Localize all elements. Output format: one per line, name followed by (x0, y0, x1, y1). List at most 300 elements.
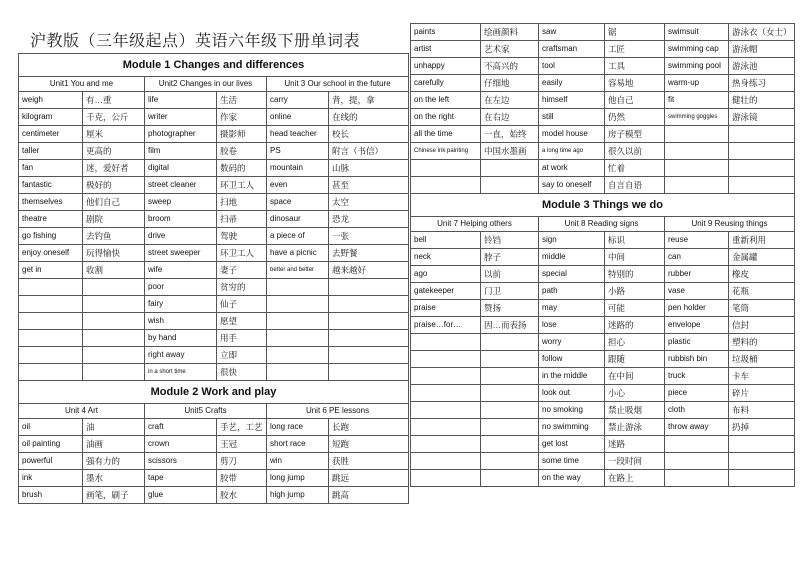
english-word: craftsman (539, 41, 605, 58)
english-word: may (539, 300, 605, 317)
english-word: reuse (665, 232, 729, 249)
table-row (411, 283, 795, 300)
english-word: a long time ago (539, 143, 605, 160)
chinese-meaning: 自言自语 (605, 177, 665, 194)
english-word: glue (145, 487, 217, 504)
chinese-meaning: 信封 (729, 317, 795, 334)
english-word (665, 470, 729, 487)
chinese-meaning: 禁止游泳 (605, 419, 665, 436)
chinese-meaning: 有…重 (83, 92, 145, 109)
english-word: fairy (145, 296, 217, 313)
chinese-meaning (481, 368, 539, 385)
chinese-meaning: 仙子 (217, 296, 267, 313)
english-word (411, 385, 481, 402)
english-word: no smoking (539, 402, 605, 419)
english-word: life (145, 92, 217, 109)
english-word: carry (267, 92, 329, 109)
chinese-meaning: 极好的 (83, 177, 145, 194)
english-word (665, 453, 729, 470)
chinese-meaning: 在左边 (481, 92, 539, 109)
chinese-meaning: 剧院 (83, 211, 145, 228)
chinese-meaning: 摄影师 (217, 126, 267, 143)
english-word: high jump (267, 487, 329, 504)
english-word (411, 419, 481, 436)
table-row (411, 470, 795, 487)
chinese-meaning: 在线的 (329, 109, 409, 126)
english-word: broom (145, 211, 217, 228)
english-word: ink (19, 470, 83, 487)
chinese-meaning: 游泳池 (729, 58, 795, 75)
english-word: PS (267, 143, 329, 160)
chinese-meaning: 胶带 (217, 470, 267, 487)
chinese-meaning: 扔掉 (729, 419, 795, 436)
table-row (411, 266, 795, 283)
chinese-meaning (481, 419, 539, 436)
english-word (19, 296, 83, 313)
english-word: in the middle (539, 368, 605, 385)
chinese-meaning: 赞扬 (481, 300, 539, 317)
english-word: even (267, 177, 329, 194)
english-word (411, 470, 481, 487)
chinese-meaning (83, 313, 145, 330)
english-word: truck (665, 368, 729, 385)
unit-title: Unit 6 PE lessons (267, 404, 409, 419)
unit-title: Unit 8 Reading signs (539, 217, 665, 232)
table-row (411, 58, 795, 75)
chinese-meaning (83, 364, 145, 381)
chinese-meaning: 游泳衣（女士） (729, 24, 795, 41)
chinese-meaning: 仍然 (605, 109, 665, 126)
english-word: swimming pool (665, 58, 729, 75)
chinese-meaning: 绘画颜料 (481, 24, 539, 41)
table-row (19, 296, 409, 313)
english-word: wife (145, 262, 217, 279)
table-row (19, 364, 409, 381)
english-word: swimming goggles (665, 109, 729, 126)
english-word (19, 330, 83, 347)
english-word: swimming cap (665, 41, 729, 58)
table-row (19, 419, 409, 436)
chinese-meaning: 跳远 (329, 470, 409, 487)
chinese-meaning: 游泳镜 (729, 109, 795, 126)
chinese-meaning: 恐龙 (329, 211, 409, 228)
chinese-meaning: 驾驶 (217, 228, 267, 245)
chinese-meaning: 他们自己 (83, 194, 145, 211)
chinese-meaning: 铃铛 (481, 232, 539, 249)
english-word: crown (145, 436, 217, 453)
english-word: praise…for… (411, 317, 481, 334)
chinese-meaning: 长跑 (329, 419, 409, 436)
chinese-meaning: 扫帚 (217, 211, 267, 228)
english-word (665, 436, 729, 453)
english-word: artist (411, 41, 481, 58)
chinese-meaning (329, 313, 409, 330)
chinese-meaning: 迷，爱好者 (83, 160, 145, 177)
english-word: head teacher (267, 126, 329, 143)
chinese-meaning: 环卫工人 (217, 245, 267, 262)
chinese-meaning: 在右边 (481, 109, 539, 126)
chinese-meaning: 工匠 (605, 41, 665, 58)
english-word (267, 313, 329, 330)
chinese-meaning: 胶水 (217, 487, 267, 504)
module-title: Module 2 Work and play (19, 381, 409, 404)
page-title: 沪教版（三年级起点）英语六年级下册单词表 (30, 31, 361, 50)
english-word: lose (539, 317, 605, 334)
table-row (19, 228, 409, 245)
chinese-meaning: 碎片 (729, 385, 795, 402)
english-word: fan (19, 160, 83, 177)
english-word (411, 351, 481, 368)
english-word: right away (145, 347, 217, 364)
table-row (411, 453, 795, 470)
chinese-meaning: 标识 (605, 232, 665, 249)
english-word: sweep (145, 194, 217, 211)
table-row (19, 347, 409, 364)
english-word: better and better (267, 262, 329, 279)
english-word: drive (145, 228, 217, 245)
english-word: cloth (665, 402, 729, 419)
table-row (411, 249, 795, 266)
table-row (411, 41, 795, 58)
english-word (267, 347, 329, 364)
chinese-meaning (83, 279, 145, 296)
chinese-meaning: 仔细地 (481, 75, 539, 92)
chinese-meaning: 中间 (605, 249, 665, 266)
english-word (19, 313, 83, 330)
table-row (19, 262, 409, 279)
english-word: digital (145, 160, 217, 177)
english-word: mountain (267, 160, 329, 177)
chinese-meaning (729, 177, 795, 194)
table-row (19, 330, 409, 347)
chinese-meaning (83, 296, 145, 313)
chinese-meaning: 健壮的 (729, 92, 795, 109)
chinese-meaning: 忙着 (605, 160, 665, 177)
english-word: model house (539, 126, 605, 143)
english-word: theatre (19, 211, 83, 228)
chinese-meaning (329, 330, 409, 347)
table-row (19, 211, 409, 228)
english-word: craft (145, 419, 217, 436)
chinese-meaning: 千克，公斤 (83, 109, 145, 126)
chinese-meaning: 以前 (481, 266, 539, 283)
chinese-meaning (729, 436, 795, 453)
chinese-meaning: 特别的 (605, 266, 665, 283)
english-word: themselves (19, 194, 83, 211)
chinese-meaning (481, 351, 539, 368)
table-row (411, 368, 795, 385)
chinese-meaning: 数码的 (217, 160, 267, 177)
english-word (665, 126, 729, 143)
table-row (411, 351, 795, 368)
chinese-meaning: 重新利用 (729, 232, 795, 249)
table-row (411, 24, 795, 41)
chinese-meaning: 一张 (329, 228, 409, 245)
chinese-meaning: 在中间 (605, 368, 665, 385)
chinese-meaning: 艺术家 (481, 41, 539, 58)
english-word: go fishing (19, 228, 83, 245)
english-word (665, 177, 729, 194)
english-word: brush (19, 487, 83, 504)
table-row (19, 313, 409, 330)
english-word: easily (539, 75, 605, 92)
english-word: say to oneself (539, 177, 605, 194)
english-word (19, 279, 83, 296)
english-word: throw away (665, 419, 729, 436)
english-word: swimsuit (665, 24, 729, 41)
table-row (411, 300, 795, 317)
chinese-meaning (481, 177, 539, 194)
chinese-meaning: 作家 (217, 109, 267, 126)
chinese-meaning: 画笔，刷子 (83, 487, 145, 504)
english-word: no swimming (539, 419, 605, 436)
english-word: on the way (539, 470, 605, 487)
chinese-meaning: 收割 (83, 262, 145, 279)
chinese-meaning (481, 385, 539, 402)
chinese-meaning (83, 347, 145, 364)
english-word: in a short time (145, 364, 217, 381)
table-row (19, 470, 409, 487)
table-row (411, 419, 795, 436)
english-word (411, 368, 481, 385)
english-word: centimeter (19, 126, 83, 143)
english-word: vase (665, 283, 729, 300)
chinese-meaning: 胶卷 (217, 143, 267, 160)
english-word: can (665, 249, 729, 266)
chinese-meaning: 房子模型 (605, 126, 665, 143)
chinese-meaning: 橡皮 (729, 266, 795, 283)
english-word: oil painting (19, 436, 83, 453)
english-word: film (145, 143, 217, 160)
chinese-meaning: 去钓鱼 (83, 228, 145, 245)
english-word: on the right (411, 109, 481, 126)
chinese-meaning (481, 470, 539, 487)
chinese-meaning: 游泳帽 (729, 41, 795, 58)
chinese-meaning: 一段时间 (605, 453, 665, 470)
english-word: street cleaner (145, 177, 217, 194)
english-word: still (539, 109, 605, 126)
english-word: fantastic (19, 177, 83, 194)
chinese-meaning: 不高兴的 (481, 58, 539, 75)
chinese-meaning: 手艺，工艺 (217, 419, 267, 436)
table-row (411, 109, 795, 126)
chinese-meaning: 附言（书信） (329, 143, 409, 160)
chinese-meaning: 去野餐 (329, 245, 409, 262)
english-word: have a picnic (267, 245, 329, 262)
english-word (267, 330, 329, 347)
table-row (411, 334, 795, 351)
english-word: wish (145, 313, 217, 330)
chinese-meaning: 立即 (217, 347, 267, 364)
chinese-meaning: 太空 (329, 194, 409, 211)
chinese-meaning: 卡车 (729, 368, 795, 385)
chinese-meaning: 跟随 (605, 351, 665, 368)
english-word: gatekeeper (411, 283, 481, 300)
english-word: get in (19, 262, 83, 279)
english-word (267, 364, 329, 381)
chinese-meaning: 门卫 (481, 283, 539, 300)
chinese-meaning (329, 296, 409, 313)
chinese-meaning: 背，提，拿 (329, 92, 409, 109)
english-word: worry (539, 334, 605, 351)
table-row (19, 177, 409, 194)
chinese-meaning: 他自己 (605, 92, 665, 109)
english-word: tool (539, 58, 605, 75)
table-row (19, 92, 409, 109)
english-word: writer (145, 109, 217, 126)
table-row (411, 92, 795, 109)
english-word: photographer (145, 126, 217, 143)
unit-title: Unit 7 Helping others (411, 217, 539, 232)
english-word: short race (267, 436, 329, 453)
english-word: weigh (19, 92, 83, 109)
english-word: carefully (411, 75, 481, 92)
english-word: pen holder (665, 300, 729, 317)
english-word: sign (539, 232, 605, 249)
chinese-meaning: 生活 (217, 92, 267, 109)
table-row (411, 75, 795, 92)
chinese-meaning (83, 330, 145, 347)
english-word: oil (19, 419, 83, 436)
chinese-meaning: 迷路的 (605, 317, 665, 334)
english-word: space (267, 194, 329, 211)
chinese-meaning: 容易地 (605, 75, 665, 92)
english-word: neck (411, 249, 481, 266)
chinese-meaning: 贫穷的 (217, 279, 267, 296)
english-word: saw (539, 24, 605, 41)
chinese-meaning: 可能 (605, 300, 665, 317)
english-word (665, 143, 729, 160)
english-word (411, 453, 481, 470)
table-row (411, 143, 795, 160)
table-row (19, 126, 409, 143)
chinese-meaning (729, 453, 795, 470)
english-word: poor (145, 279, 217, 296)
table-row (19, 109, 409, 126)
english-word: Chinese ink painting (411, 143, 481, 160)
english-word: kilogram (19, 109, 83, 126)
english-word: tape (145, 470, 217, 487)
table-row (411, 232, 795, 249)
chinese-meaning: 跳高 (329, 487, 409, 504)
chinese-meaning: 山脉 (329, 160, 409, 177)
chinese-meaning (481, 334, 539, 351)
english-word (19, 364, 83, 381)
chinese-meaning: 一直，始终 (481, 126, 539, 143)
table-row (411, 177, 795, 194)
english-word: a piece of (267, 228, 329, 245)
unit-title: Unit1 You and me (19, 77, 145, 92)
english-word: on the left (411, 92, 481, 109)
chinese-meaning: 扫地 (217, 194, 267, 211)
chinese-meaning: 越来越好 (329, 262, 409, 279)
chinese-meaning: 布料 (729, 402, 795, 419)
english-word: all the time (411, 126, 481, 143)
english-word: special (539, 266, 605, 283)
english-word: path (539, 283, 605, 300)
chinese-meaning: 厘米 (83, 126, 145, 143)
chinese-meaning: 剪刀 (217, 453, 267, 470)
chinese-meaning: 锯 (605, 24, 665, 41)
english-word: get lost (539, 436, 605, 453)
english-word (267, 296, 329, 313)
chinese-meaning (481, 436, 539, 453)
chinese-meaning: 小心 (605, 385, 665, 402)
chinese-meaning (481, 160, 539, 177)
chinese-meaning (729, 470, 795, 487)
english-word: at work (539, 160, 605, 177)
chinese-meaning: 环卫工人 (217, 177, 267, 194)
english-word: warm-up (665, 75, 729, 92)
table-row (19, 245, 409, 262)
english-word: some time (539, 453, 605, 470)
table-row (19, 436, 409, 453)
chinese-meaning: 塑料的 (729, 334, 795, 351)
english-word: ago (411, 266, 481, 283)
chinese-meaning: 中国水墨画 (481, 143, 539, 160)
english-word: online (267, 109, 329, 126)
english-word: long jump (267, 470, 329, 487)
table-row (19, 194, 409, 211)
unit-title: Unit 9 Reusing things (665, 217, 795, 232)
unit-title: Unit 4 Art (19, 404, 145, 419)
chinese-meaning: 短跑 (329, 436, 409, 453)
table-row (411, 436, 795, 453)
chinese-meaning: 禁止吸烟 (605, 402, 665, 419)
chinese-meaning (729, 143, 795, 160)
english-word: follow (539, 351, 605, 368)
chinese-meaning: 工具 (605, 58, 665, 75)
english-word: long race (267, 419, 329, 436)
chinese-meaning: 热身练习 (729, 75, 795, 92)
english-word: scissors (145, 453, 217, 470)
chinese-meaning: 小路 (605, 283, 665, 300)
chinese-meaning: 获胜 (329, 453, 409, 470)
chinese-meaning: 很快 (217, 364, 267, 381)
chinese-meaning: 笔筒 (729, 300, 795, 317)
chinese-meaning (481, 453, 539, 470)
english-word: praise (411, 300, 481, 317)
chinese-meaning: 担心 (605, 334, 665, 351)
chinese-meaning: 花瓶 (729, 283, 795, 300)
chinese-meaning (481, 402, 539, 419)
english-word: bell (411, 232, 481, 249)
english-word (411, 436, 481, 453)
left-vocabulary-table (18, 53, 409, 504)
chinese-meaning: 在路上 (605, 470, 665, 487)
right-vocabulary-table (410, 23, 795, 487)
chinese-meaning: 强有力的 (83, 453, 145, 470)
module-title: Module 1 Changes and differences (19, 54, 409, 77)
chinese-meaning: 迷路 (605, 436, 665, 453)
chinese-meaning: 油画 (83, 436, 145, 453)
chinese-meaning: 王冠 (217, 436, 267, 453)
table-row (411, 385, 795, 402)
english-word: rubbish bin (665, 351, 729, 368)
chinese-meaning: 愿望 (217, 313, 267, 330)
chinese-meaning: 金属罐 (729, 249, 795, 266)
chinese-meaning: 用手 (217, 330, 267, 347)
english-word: street sweeper (145, 245, 217, 262)
table-row (19, 143, 409, 160)
chinese-meaning: 墨水 (83, 470, 145, 487)
module-title: Module 3 Things we do (411, 194, 795, 217)
english-word (411, 160, 481, 177)
chinese-meaning: 垃圾桶 (729, 351, 795, 368)
chinese-meaning: 脖子 (481, 249, 539, 266)
english-word: paints (411, 24, 481, 41)
english-word: himself (539, 92, 605, 109)
